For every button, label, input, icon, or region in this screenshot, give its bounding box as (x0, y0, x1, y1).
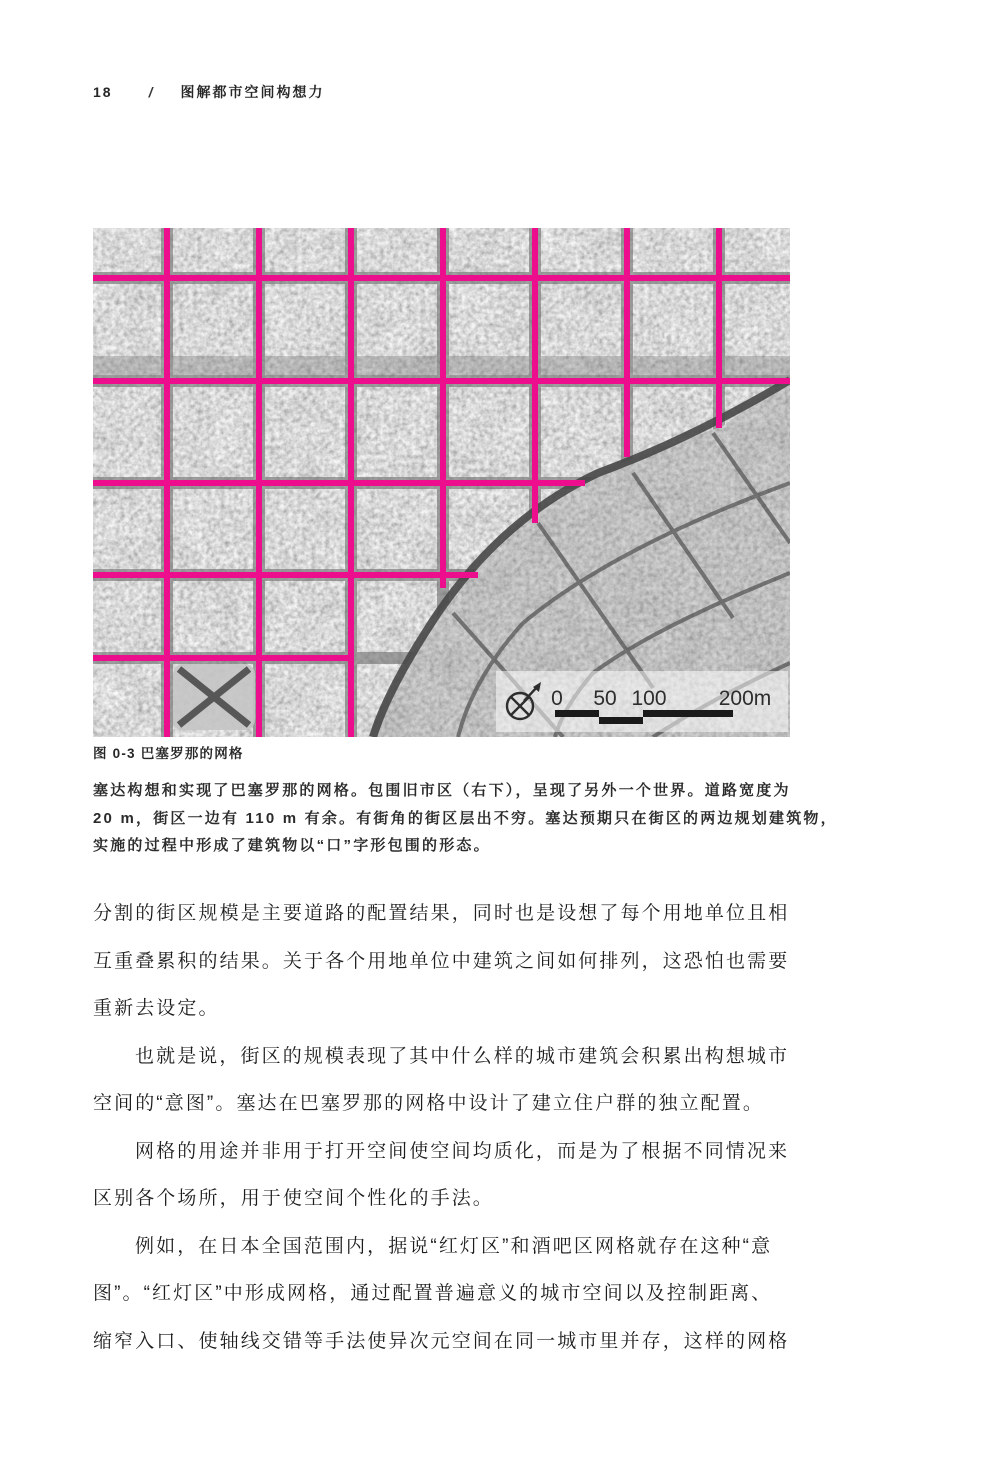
body-text (93, 890, 803, 1365)
figure-caption-title: 图 0-3 巴塞罗那的网格 (93, 746, 244, 761)
scale-label-0: 0 (551, 687, 563, 710)
park-block (173, 664, 255, 730)
page-header (93, 82, 324, 102)
body-line: 空间的“意图”。塞达在巴塞罗那的网格中设计了建立住户群的独立配置。 (93, 1093, 764, 1114)
caption-line: 实施的过程中形成了建筑物以“口”字形包围的形态。 (93, 837, 491, 854)
scale-label-100: 100 (631, 687, 667, 710)
caption-line: 20 m，街区一边有 110 m 有余。有街角的街区层出不穷。塞达预期只在街区的两边规划建筑物， (93, 809, 838, 827)
body-line: 重新去设定。 (93, 998, 220, 1019)
body-line: 例如，在日本全国范围内，据说“红灯区”和酒吧区网格就存在这种“意 (135, 1235, 773, 1257)
scale-label-50: 50 (593, 687, 617, 710)
book-title: 图解都市空间构想力 (180, 84, 325, 100)
body-line: 也就是说，街区的规模表现了其中什么样的城市建筑会积累出构想城市 (135, 1045, 790, 1067)
body-line: 网格的用途并非用于打开空间使空间均质化，而是为了根据不同情况来 (135, 1140, 790, 1162)
body-line: 缩窄入口、使轴线交错等手法使异次元空间在同一城市里并存，这样的网格 (93, 1330, 790, 1352)
caption-line: 塞达构想和实现了巴塞罗那的网格。包围旧市区（右下），呈现了另外一个世界。道路宽度为 (93, 782, 791, 799)
header-separator: / (148, 84, 155, 100)
page-number: 18 (93, 84, 113, 100)
barcelona-aerial-map (93, 228, 790, 737)
scale-label-200m: 200m (718, 687, 772, 710)
body-line: 图”。“红灯区”中形成网格，通过配置普遍意义的城市空间以及控制距离、 (93, 1283, 773, 1304)
body-line: 分割的街区规模是主要道路的配置结果，同时也是设想了每个用地单位且相 (93, 903, 790, 924)
aerial-photo-svg (93, 228, 790, 737)
figure-caption-text (93, 777, 838, 860)
body-line: 区别各个场所，用于使空间个性化的手法。 (93, 1188, 494, 1209)
body-line: 互重叠累积的结果。关于各个用地单位中建筑之间如何排列，这恐怕也需要 (93, 950, 790, 972)
scale-bar (496, 671, 788, 732)
